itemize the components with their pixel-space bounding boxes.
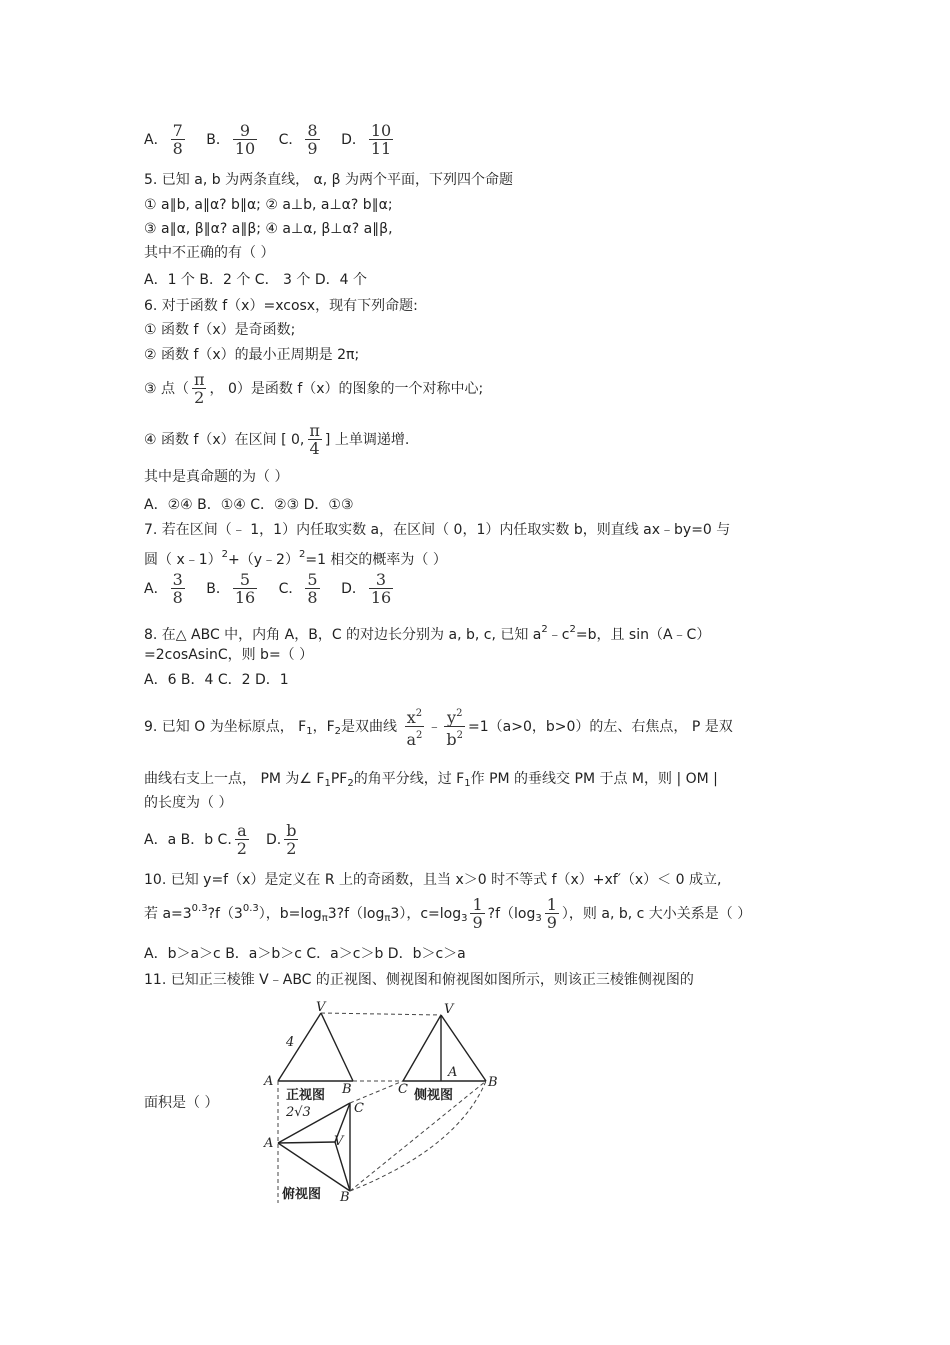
three-view-figure <box>258 998 508 1204</box>
q4-options <box>144 122 396 158</box>
q7-option-d: D． $\frac{3}{16}$ <box>341 570 392 607</box>
label-v-top: V <box>334 1134 344 1149</box>
edge-length-label: 4 <box>286 1035 295 1050</box>
q6-proposition-1: ① 函数 f（x）是奇函数; <box>144 322 296 338</box>
side-view-caption: 侧视图 <box>414 1088 454 1103</box>
q6-proposition-4: ④ 函数 f（x）在区间 [ 0, $\frac{\pi}{4}$ ] 上单调递增. <box>144 421 410 458</box>
q7-line-1: 7. 若在区间（﹣ 1，1）内任取实数 a，在区间（ 0，1）内任取实数 b，则直线 ax﹣by=0 与 <box>144 522 731 538</box>
q6-question: 其中是真命题的为（ ） <box>144 469 289 485</box>
q9-fraction-x: $\frac{x^2}{a^2}$ <box>406 708 423 749</box>
q4-option-c: C． $\frac{8}{9}$ <box>278 121 318 158</box>
q11-line-2: 面积是（ ） <box>144 1095 219 1111</box>
label-a-side: A <box>448 1065 458 1080</box>
q10-options: A．b＞a＞c B．a＞b＞c C．a＞c＞b D．b＞c＞a <box>144 946 466 962</box>
q7-options <box>144 571 396 607</box>
q9-fraction-y: $\frac{y^2}{b^2}$ <box>446 708 464 749</box>
dimension-label: 2√3 <box>286 1105 311 1120</box>
front-view-caption: 正视图 <box>286 1088 326 1103</box>
label-v-front: V <box>316 1000 326 1015</box>
label-c-side: C <box>398 1082 408 1097</box>
label-a-front: A <box>264 1074 274 1089</box>
label-b-front: B <box>342 1082 352 1097</box>
q6-stem: 6. 对于函数 f（x）=xcosx，现有下列命题: <box>144 298 418 314</box>
q9-options: A．a B．b C. $\frac{a}{2}$ D. $\frac{b}{2}$ <box>144 821 297 858</box>
q5-stem: 5. 已知 a, b 为两条直线， α, β 为两个平面，下列四个命题 <box>144 172 514 188</box>
q4-option-a: A． $\frac{7}{8}$ <box>144 121 183 158</box>
top-view-caption: 俯视图 <box>282 1187 322 1202</box>
q8-line-2: =2cosAsinC，则 b=（ ） <box>144 647 314 663</box>
q7-option-b: B． $\frac{5}{16}$ <box>206 570 256 607</box>
q6-options: A．②④ B．①④ C．②③ D．①③ <box>144 497 354 513</box>
q5-options: A．1 个 B．2 个 C． 3 个 D．4 个 <box>144 272 367 288</box>
q5-proposition-1-2: ① a∥b, a∥α? b∥α; ② a⊥b, a⊥α? b∥α; <box>144 197 393 213</box>
q11-line-1: 11. 已知正三棱锥 V﹣ABC 的正视图、侧视图和俯视图如图所示，则该正三棱锥侧视图的 <box>144 972 694 988</box>
side-view <box>403 1015 486 1081</box>
q5-question: 其中不正确的有（ ） <box>144 245 275 261</box>
q7-line-2: 圆（ x﹣1）$^2$+（y﹣2）$^2$=1 相交的概率为（ ） <box>144 549 447 568</box>
label-a-top: A <box>264 1136 274 1151</box>
label-v-side: V <box>444 1002 454 1017</box>
q7-option-c: C． $\frac{5}{8}$ <box>278 570 318 607</box>
label-b-top: B <box>340 1190 350 1204</box>
q9-line-2: 曲线右支上一点， PM 为∠ $F_1PF_2$的角平分线，过 $F_1$作 PM 的垂线交 PM 于点 M，则 | OM | <box>144 771 718 789</box>
label-c-top: C <box>354 1101 364 1116</box>
q4-option-d: D． $\frac{10}{11}$ <box>341 121 392 158</box>
q10-line-1: 10. 已知 y=f（x）是定义在 R 上的奇函数，且当 x＞0 时不等式 f（x）+xf′（x）＜ 0 成立, <box>144 872 722 888</box>
q6-proposition-3: ③ 点（ $\frac{\pi}{2}$ ， 0）是函数 f（x）的图象的一个对称中心; <box>144 370 484 407</box>
label-b-side: B <box>488 1075 498 1090</box>
q4-option-b: B． $\frac{9}{10}$ <box>206 121 256 158</box>
q7-option-a: A． $\frac{3}{8}$ <box>144 570 183 607</box>
q9-line-3: 的长度为（ ） <box>144 795 233 811</box>
q5-proposition-3-4: ③ a∥α, β∥α? a∥β; ④ a⊥α, β⊥α? a∥β, <box>144 221 393 237</box>
q6-proposition-2: ② 函数 f（x）的最小正周期是 2π; <box>144 347 360 363</box>
q8-options: A．6 B．4 C．2 D．1 <box>144 672 289 688</box>
q8-line-1: 8. 在△ ABC 中，内角 A，B，C 的对边长分别为 a, b, c, 已知 $a^2﹣c^2=b$，且 sin（A﹣C） <box>144 624 711 643</box>
q10-line-2: 若 $a=3^{0.3}?f(3^{0.3})$，$b=\log_\pi 3?f(\log_\pi 3)$，$c=\log_3$ $\frac{1}{9}$ $?f(\log_3$ $\frac{1}{9}$ ），则 a, b, c 大小关系是（ ） <box>144 895 752 932</box>
q9-line-1: 9. 已知 O 为坐标原点， $F_1$，$F_2$是双曲线 $\frac{x^2}{a^2}$ ﹣ $\frac{y^2}{b^2}$ =1（a>0，b>0）的左、右焦点， P 是双 <box>144 705 733 749</box>
